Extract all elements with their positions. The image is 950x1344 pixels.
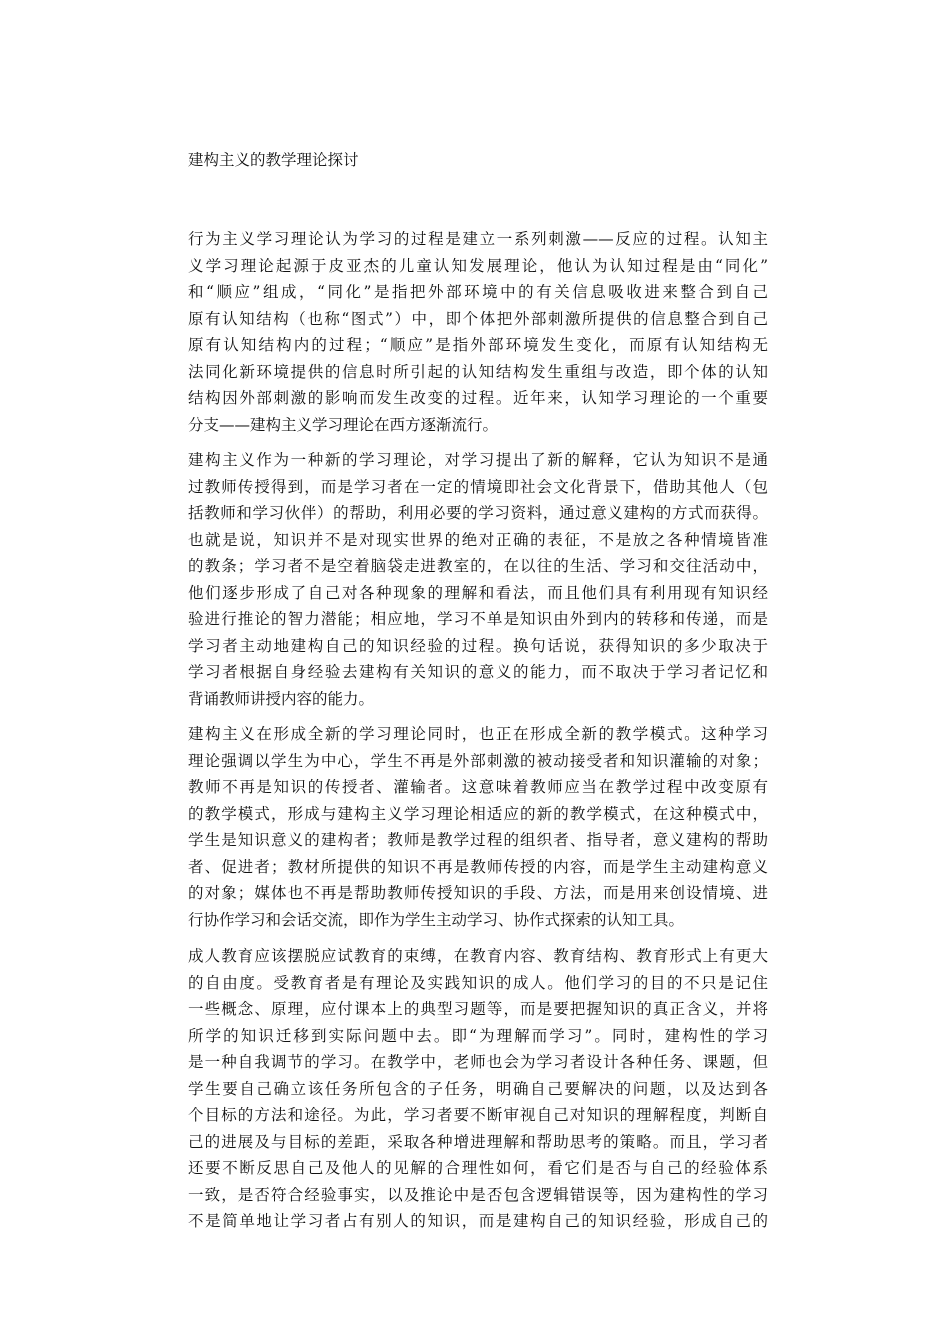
- paragraph-line: 原有认知结构内的过程；“顺应”是指外部环境发生变化，而原有认知结构无: [188, 336, 768, 354]
- paragraph-line: 一些概念、原理，应付课本上的典型习题等，而是要把握知识的真正含义，并将: [188, 1000, 768, 1018]
- paragraph-line: 己的进展及与目标的差距，采取各种增进理解和帮助思考的策略。而且，学习者: [188, 1132, 768, 1151]
- paragraph-line: 个目标的方法和途径。为此，学习者要不断审视自己对知识的理解程度，判断自: [188, 1106, 768, 1124]
- paragraph-line: 学习者根据自身经验去建构有关知识的意义的能力，而不取决于学习者记忆和: [188, 663, 768, 681]
- paragraph-line: 原有认知结构（也称“图式”）中，即个体把外部刺激所提供的信息整合到自己: [188, 309, 768, 328]
- paragraph-line: 的自由度。受教育者是有理论及实践知识的成人。他们学习的目的不只是记住: [188, 973, 768, 992]
- paragraph-constructivism-learning-theory: [188, 447, 768, 712]
- paragraph-line: 所学的知识迁移到实际问题中去。即“为理解而学习”。同时，建构性的学习: [188, 1026, 768, 1045]
- paragraph-line: 建构主义在形成全新的学习理论同时，也正在形成全新的教学模式。这种学习: [188, 725, 768, 743]
- paragraph-line: 者、促进者；教材所提供的知识不再是教师传授的内容，而是学生主动建构意义: [188, 857, 768, 876]
- paragraph-line: 的教学模式，形成与建构主义学习理论相适应的新的教学模式，在这种模式中，: [188, 804, 768, 823]
- paragraph-line: 建构主义作为一种新的学习理论，对学习提出了新的解释，它认为知识不是通: [188, 451, 768, 469]
- paragraph-line: 过教师传授得到，而是学习者在一定的情境即社会文化背景下，借助其他人（包: [188, 477, 768, 496]
- document-title: 建构主义的教学理论探讨: [188, 151, 359, 169]
- paragraph-line: 和“顺应”组成，“同化”是指把外部环境中的有关信息吸收进来整合到自己: [188, 283, 768, 301]
- paragraph-line: 行协作学习和会话交流，即作为学生主动学习、协作式探索的认知工具。: [188, 910, 685, 929]
- paragraph-line: 学生是知识意义的建构者；教师是教学过程的组织者、指导者，意义建构的帮助: [188, 831, 768, 849]
- paragraph-line: 理论强调以学生为中心，学生不再是外部刺激的被动接受者和知识灌输的对象；: [188, 751, 768, 770]
- paragraph-line: 义学习理论起源于皮亚杰的儿童认知发展理论，他认为认知过程是由“同化”: [188, 256, 768, 275]
- paragraph-behaviorism-cognitivism: [188, 226, 768, 438]
- paragraph-line: 背诵教师讲授内容的能力。: [188, 689, 375, 708]
- paragraph-line: 他们逐步形成了自己对各种现象的理解和看法，而且他们具有利用现有知识经: [188, 583, 768, 602]
- paragraph-line: 结构因外部刺激的影响而发生改变的过程。近年来，认知学习理论的一个重要: [188, 389, 768, 407]
- paragraph-line: 学习者主动地建构自己的知识经验的过程。换句话说，获得知识的多少取决于: [188, 636, 768, 655]
- paragraph-line: 成人教育应该摆脱应试教育的束缚，在教育内容、教育结构、教育形式上有更大: [188, 947, 768, 965]
- paragraph-line: 行为主义学习理论认为学习的过程是建立一系列刺激——反应的过程。认知主: [188, 230, 768, 248]
- paragraph-line: 的对象；媒体也不再是帮助教师传授知识的手段、方法，而是用来创设情境、进: [188, 884, 768, 902]
- paragraph-line: 一致，是否符合经验事实，以及推论中是否包含逻辑错误等，因为建构性的学习: [188, 1185, 768, 1204]
- paragraph-line: 学生要自己确立该任务所包含的子任务，明确自己要解决的问题，以及达到各: [188, 1079, 768, 1098]
- paragraph-constructivism-teaching-model: [188, 721, 768, 933]
- paragraph-line: 也就是说，知识并不是对现实世界的绝对正确的表征，不是放之各种情境皆准: [188, 530, 768, 549]
- paragraph-adult-education: [188, 943, 768, 1235]
- paragraph-line: 是一种自我调节的学习。在教学中，老师也会为学习者设计各种任务、课题，但: [188, 1053, 768, 1071]
- paragraph-line: 验进行推论的智力潜能；相应地，学习不单是知识由外到内的转移和传递，而是: [188, 610, 768, 628]
- paragraph-line: 还要不断反思自己及他人的见解的合理性如何，看它们是否与自己的经验体系: [188, 1159, 768, 1177]
- paragraph-line: 不是简单地让学习者占有别人的知识，而是建构自己的知识经验，形成自己的: [188, 1212, 768, 1230]
- paragraph-line: 教师不再是知识的传授者、灌输者。这意味着教师应当在教学过程中改变原有: [188, 778, 768, 796]
- paragraph-line: 分支——建构主义学习理论在西方逐渐流行。: [188, 415, 499, 434]
- paragraph-line: 的教条；学习者不是空着脑袋走进教室的，在以往的生活、学习和交往活动中，: [188, 557, 768, 575]
- paragraph-line: 法同化新环境提供的信息时所引起的认知结构发生重组与改造，即个体的认知: [188, 362, 768, 381]
- paragraph-line: 括教师和学习伙伴）的帮助，利用必要的学习资料，通过意义建构的方式而获得。: [188, 504, 768, 522]
